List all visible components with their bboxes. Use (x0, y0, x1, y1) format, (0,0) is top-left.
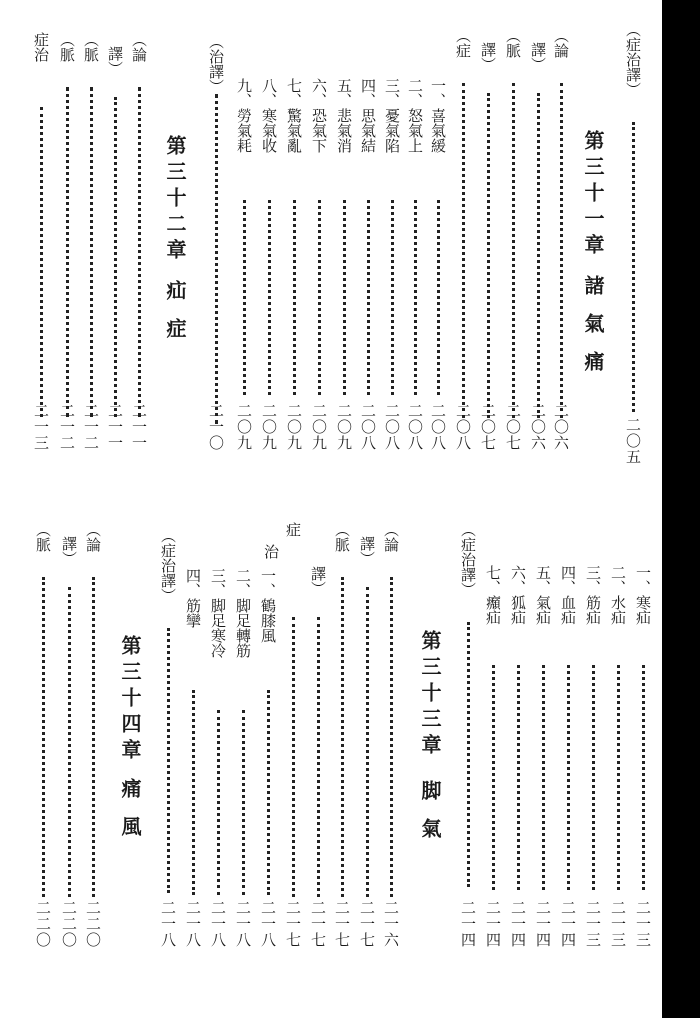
item-label: 四、筋攣 (184, 568, 202, 628)
leader-dots (592, 665, 595, 890)
page-number: 二一四 (509, 900, 527, 948)
page-number: 二一七 (358, 900, 376, 948)
chapter-number: 第三十三章 (418, 630, 442, 760)
page-number: 二一八 (209, 900, 227, 948)
leader-dots (318, 200, 321, 395)
item-label: 一、鶴膝風 (259, 568, 277, 643)
toc-entry (32, 522, 54, 982)
item-label: 二、怒氣上 (406, 78, 424, 153)
leader-dots (40, 107, 43, 417)
page-number: 二二〇 (34, 900, 52, 948)
leader-dots (567, 665, 570, 890)
page-number: 二〇七 (479, 403, 497, 451)
item-label: 七、㿗疝 (484, 565, 502, 625)
item-label: 六、狐疝 (509, 565, 527, 625)
page-number: 二一三 (609, 900, 627, 948)
entry-label: 譯） (60, 536, 78, 566)
entry-label: （脈 (504, 28, 522, 58)
entry-label: （症治譯） (624, 22, 642, 97)
page-number: 二〇九 (285, 403, 303, 451)
page-number: 二一三 (634, 900, 652, 948)
entry-label: （論 (552, 28, 570, 58)
leader-dots (114, 97, 117, 417)
leader-dots (167, 628, 170, 893)
leader-dots (437, 200, 440, 395)
leader-dots (192, 690, 195, 895)
chapter-title: 痛風 (118, 778, 142, 854)
page-number: 二〇五 (624, 417, 642, 465)
item-label: 一、喜氣緩 (429, 78, 447, 153)
page-number: 二一六 (382, 900, 400, 948)
leader-dots (390, 577, 393, 897)
item-label: 三、筋疝 (584, 565, 602, 625)
page-number: 二〇八 (454, 403, 472, 451)
leader-dots (537, 93, 540, 418)
toc-entry (157, 528, 179, 988)
entry-label: （症治譯） (159, 528, 177, 603)
item-label: 五、氣疝 (534, 565, 552, 625)
toc-entry (622, 22, 644, 465)
page-number: 二〇六 (529, 403, 547, 451)
page-number: 二一四 (559, 900, 577, 948)
entry-label: （治譯） (207, 34, 225, 94)
toc-entry (80, 32, 102, 472)
leader-dots (391, 200, 394, 395)
page-number: 二〇八 (383, 403, 401, 451)
leader-dots (366, 587, 369, 897)
entry-label: 譯） (479, 42, 497, 72)
leader-dots (268, 200, 271, 395)
entry-label: （症治譯） (459, 522, 477, 597)
leader-dots (217, 710, 220, 895)
chapter-number: 第三十二章 (163, 135, 187, 265)
leader-dots (542, 665, 545, 890)
toc-entry (380, 522, 402, 982)
entry-label: 譯） (309, 566, 327, 596)
toc-entry (527, 28, 549, 468)
leader-dots (414, 200, 417, 395)
toc-entry (307, 522, 329, 982)
chapter-title: 脚氣 (418, 780, 442, 856)
page-number: 二〇八 (429, 403, 447, 451)
leader-dots (560, 83, 563, 418)
leader-dots (367, 200, 370, 395)
toc-entry (128, 32, 150, 472)
page-number: 二一二 (82, 403, 100, 451)
entry-label: 譯） (529, 42, 547, 72)
toc-entry (356, 522, 378, 982)
page-number: 二一七 (333, 900, 351, 948)
page-number: 二一七 (309, 900, 327, 948)
leader-dots (642, 665, 645, 890)
toc-entry (502, 28, 524, 468)
leader-dots (215, 94, 218, 424)
chapter-title: 諸氣痛 (581, 275, 605, 389)
leader-dots (467, 622, 470, 887)
page-number: 二一三 (32, 403, 50, 451)
leader-dots (617, 665, 620, 890)
chapter-title: 疝症 (163, 280, 187, 356)
leader-dots (512, 83, 515, 418)
item-label: 二、水疝 (609, 565, 627, 625)
page-number: 二二〇 (60, 900, 78, 948)
toc-entry (452, 64, 474, 464)
item-label: 三、脚足寒冷 (209, 568, 227, 658)
chapter-number: 第三十一章 (581, 130, 605, 260)
item-label: 一、寒疝 (634, 565, 652, 625)
leader-dots (90, 87, 93, 417)
leader-dots (343, 200, 346, 395)
leader-dots (517, 665, 520, 890)
entry-label: （論 (130, 32, 148, 62)
page-number: 二〇七 (504, 403, 522, 451)
entry-label: （脈 (58, 32, 76, 62)
page-number: 二一八 (259, 900, 277, 948)
item-label: 三、憂氣陷 (383, 78, 401, 153)
item-label: 二、脚足轉筋 (234, 568, 252, 658)
leader-dots (632, 122, 635, 412)
page-number: 二一八 (184, 900, 202, 948)
leader-dots (68, 587, 71, 897)
page-number: 二〇九 (260, 403, 278, 451)
page-number: 二一二 (58, 403, 76, 451)
page-number: 二〇八 (359, 403, 377, 451)
page-number: 二一四 (459, 900, 477, 948)
page-number: 二一四 (534, 900, 552, 948)
page-number: 二一八 (159, 900, 177, 948)
toc-entry (550, 28, 572, 468)
entry-label: 譯） (106, 46, 124, 76)
page-number: 二一一 (130, 403, 148, 451)
entry-label: （症 (454, 28, 472, 58)
toc-entry (58, 522, 80, 982)
toc-entry (331, 522, 353, 982)
leader-dots (487, 93, 490, 418)
item-label: 八、寒氣收 (260, 78, 278, 153)
page-number: 二一〇 (207, 403, 225, 451)
page-number: 二一一 (106, 403, 124, 451)
leader-dots (242, 710, 245, 895)
entry-label: 症 治 (262, 522, 302, 559)
page-edge (662, 0, 700, 1018)
page-number: 二一四 (484, 900, 502, 948)
page-number: 二一七 (284, 900, 302, 948)
item-label: 五、悲氣消 (335, 78, 353, 153)
leader-dots (341, 577, 344, 897)
item-label: 七、驚氣亂 (285, 78, 303, 153)
leader-dots (267, 690, 270, 895)
entry-label: （論 (84, 522, 102, 552)
leader-dots (138, 87, 141, 417)
page-number: 二一八 (234, 900, 252, 948)
toc-entry (457, 522, 479, 982)
leader-dots (243, 200, 246, 395)
entry-label: （脈 (34, 522, 52, 552)
item-label: 六、恐氣下 (310, 78, 328, 153)
page-number: 二二〇 (84, 900, 102, 948)
toc-entry (205, 34, 227, 474)
entry-label: 症治 (32, 32, 50, 62)
page-number: 二〇九 (335, 403, 353, 451)
page-number: 二一三 (584, 900, 602, 948)
page-number: 二〇九 (235, 403, 253, 451)
leader-dots (92, 577, 95, 897)
toc-entry (82, 522, 104, 982)
item-label: 四、思氣結 (359, 78, 377, 153)
toc-entry (104, 32, 126, 472)
entry-label: （脈 (82, 32, 100, 62)
leader-dots (293, 200, 296, 395)
leader-dots (317, 617, 320, 897)
page-number: 二〇九 (310, 403, 328, 451)
entry-label: （論 (382, 522, 400, 552)
entry-label: （脈 (333, 522, 351, 552)
page-number: 二〇八 (406, 403, 424, 451)
chapter-number: 第三十四章 (118, 635, 142, 765)
item-label: 四、血疝 (559, 565, 577, 625)
entry-label: 譯） (358, 536, 376, 566)
toc-entry (30, 32, 52, 472)
leader-dots (292, 617, 295, 897)
item-label: 九、勞氣耗 (235, 78, 253, 153)
leader-dots (492, 665, 495, 890)
leader-dots (42, 577, 45, 897)
leader-dots (66, 87, 69, 417)
toc-entry (56, 32, 78, 472)
toc-entry (477, 28, 499, 468)
page-number: 二〇六 (552, 403, 570, 451)
